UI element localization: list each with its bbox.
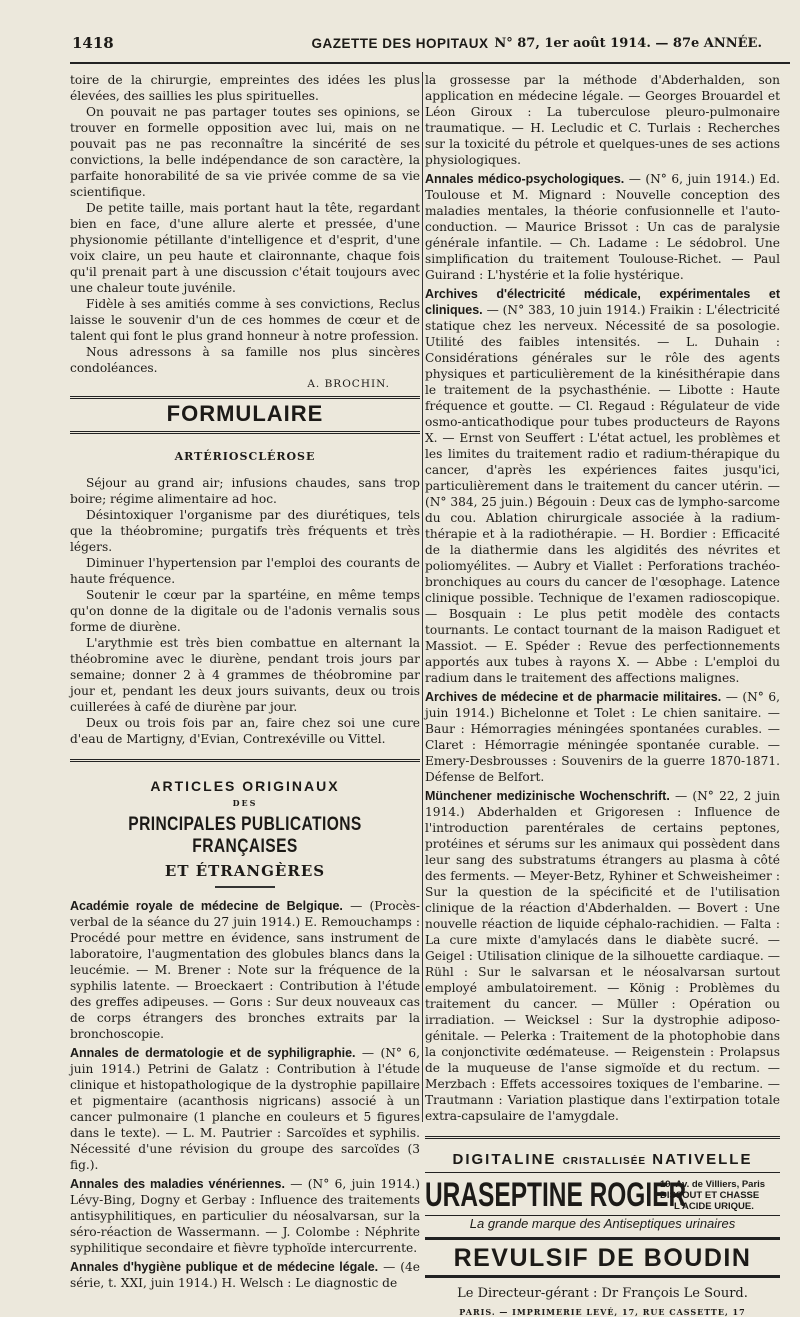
entry-text: — (N° 383, 10 juin 1914.) Fraikin : L'électricité statique chez les nerveux. Nécessité de sa posologie. Utilité des faibles intensités. — L. Duhain : Considérations générales sur le rôle des agents physiques et particulièrement de la kinésithérapie dans le traitement de la psychasthénie. — Libotte : Haute fréquence et goutte. — Cl. Regaud : Régulateur de vide osmo-anticathodique pour tubes producteurs de Rayons X. — Ernst von Seuffert : L'état actuel, les problèmes et les limites du traitement radio et radium-thérapique du cancer, d'après les expériences faites jusqu'ici, particulièrement dans le traitement du cancer utérin. — (N° 384, 25 juin.) Bégouin : Deux cas de lympho-sarcome du cou. Ablation chirurgicale associée à la radium-thérapie et à la radiothérapie. — H. Bordier : Efficacité de la diathermie dans les algidités des névrites et poliomyélites. — Aubry et Viallet : Perforations trachéo-bronchiques au cours du cancer de l'œsophage. Latence clinique possible. Technique de l'examen radioscopique. — Bosquain : Le plus petit modèle des contacts tournants. Le contact tournant de la maison Radiguet et Massiot. — E. Spéder : Revue des perfectionnements apportés aux tubes à rayons X. — Abbe : L'emploi du radium dans le traitement des affections malignes.	[425, 303, 780, 685]
journal-name: Académie royale de médecine de Belgique.	[70, 899, 343, 913]
formulaire-paragraph: Séjour au grand air; infusions chaudes, sans trop boire; régime alimentaire ad hoc.	[70, 476, 420, 506]
formulaire-paragraph: L'arythmie est très bien combattue en alternant la théobromine avec le diurène, pendant trois jours par semaine; donner 2 à 4 grammes de théobromine par jour et, pendant les deux jours suivants, deux ou trois cuillerées à café de diurène par jour.	[70, 636, 420, 714]
ad-digitaline-word: DIGITALINE	[452, 1151, 557, 1168]
ad-digitaline-brand: NATIVELLE	[652, 1151, 753, 1168]
journal-name: Archives d'électricité médicale, expérimentales et cliniques.	[425, 287, 780, 317]
obituary-paragraph: Fidèle à ses amitiés comme à ses convictions, Reclus laisse le souvenir d'un de ces hommes de cœur et de talent qui font le plus grand honneur à notre profession.	[70, 297, 420, 343]
ad-digitaline-sub: CRISTALLISÉE	[562, 1156, 647, 1167]
journal-name: Münchener medizinische Wochenschrift.	[425, 789, 670, 803]
issue-info: N° 87, 1er août 1914. — 87e ANNÉE.	[494, 36, 762, 51]
journal-title: GAZETTE DES HOPITAUX	[311, 36, 489, 51]
page-number: 1418	[72, 34, 114, 52]
review-entry	[425, 286, 780, 686]
author-signature: A. BROCHIN.	[307, 378, 390, 390]
entry-text: — (N° 6, juin 1914.) Ed. Toulouse et M. Mignard : Nouvelle conception des maladies mentales, la théorie confusionnelle et l'auto-conduction. — Maurice Brissot : Un cas de paralysie générale infantile. — Ch. Ladame : Le sédobrol. Une simplification du traitement Toulouse-Richet. — Paul Guirand : L'hystérie et la folie hystérique.	[425, 172, 780, 282]
review-entry	[70, 1176, 420, 1256]
obituary-paragraph: De petite taille, mais portant haut la tête, regardant bien en face, d'une allure alerte et pressée, d'une physionomie pétillante d'intelligence et d'esprit, d'une voix claire, un peu haute et claironnante, chaque fois qu'il prenait part à une discussion c'était toujours avec une chaleur toute juvénile.	[70, 201, 420, 295]
obituary-paragraph: On pouvait ne pas partager toutes ses opinions, se trouver en formelle opposition avec lui, mais on ne pouvait pas ne pas reconnaître la sincérité de ses convictions, la belle indépendance de son caractère, la parfaite honorabilité de sa vie privée comme de sa vie scientifique.	[70, 105, 420, 199]
printer-line: PARIS. — IMPRIMERIE LEVÉ, 17, RUE CASSETTE, 17	[459, 1307, 746, 1317]
ad-revulsif: REVULSIF DE BOUDIN	[425, 1237, 780, 1278]
column-divider	[422, 72, 423, 1122]
entry-text: — (N° 6, juin 1914.) Lévy-Bing, Dogny et Gerbay : Influence des traitements antisyphilitiques, en particulier du néosalvarsan, sur la séro-réaction de Wassermann. — J. Colombe : Néphrite syphilitique secondaire et fièvre typhoïde intercurrente.	[70, 1177, 420, 1255]
page-header	[0, 34, 800, 56]
entry-text: — (N° 6, juin 1914.) Petrini de Galatz : Contribution à l'étude clinique et histopathologique de la dystrophie papillaire et pigmentaire (acanthosis nigricans) associé à un cancer pulmonaire (1 planche en couleurs et 5 figures dans le texte). — L. M. Pautrier : Sarcoïdes et syphilis. Nécessité d'une révision du groupe des sarcoïdes (3 fig.).	[70, 1046, 421, 1172]
articles-subheading: ET ÉTRANGÈRES	[164, 862, 326, 880]
review-entry	[425, 788, 780, 1124]
journal-name: Annales des maladies vénériennes.	[70, 1177, 285, 1191]
journal-name: Annales de dermatologie et de syphiligraphie.	[70, 1046, 356, 1060]
entry-text: — (N° 6, juin 1914.) Bichelonne et Tolet : Le chien sanitaire. — Baur : Hémorragies méningées spontanées curables. — Claret : Hémorragie méningée spontanée curable. — Emery-Desbrousses : Souvenirs de la guerre 1870-1871. Défense de Belfort.	[425, 690, 781, 784]
formulaire-paragraph: Désintoxiquer l'organisme par des diurétiques, tels que la théobromine; purgatifs très fréquents et très légers.	[70, 508, 420, 554]
ad-uraseptine-tagline: La grande marque des Antiseptiques urinaires	[469, 1216, 736, 1231]
formulaire-paragraph: Soutenir le cœur par la spartéine, en même temps qu'on donne de la digitale ou de l'adonis vernalis sous forme de diurène.	[70, 588, 420, 634]
review-entry	[70, 898, 420, 1042]
ad-address-line: DISSOUT ET CHASSE	[660, 1190, 760, 1201]
entry-text: la grossesse par la méthode d'Abderhalden, son application en médecine légale. — Georges Brouardel et Léon Giroux : La tuberculose pleuro-pulmonaire traumatique. — H. Lecludic et C. Turlais : Recherches sur la toxicité du pétrole et quelques-unes de ses actions physiologiques.	[425, 73, 780, 167]
articles-title: ARTICLES ORIGINAUX	[150, 778, 340, 794]
review-entry	[425, 171, 780, 283]
review-entry	[425, 689, 780, 785]
articles-des: DES	[232, 798, 258, 808]
formulaire-paragraph: Diminuer l'hypertension par l'emploi des courants de haute fréquence.	[70, 556, 420, 586]
articles-heading: PRINCIPALES PUBLICATIONS FRANÇAISES	[128, 814, 362, 857]
entry-text: — (4e série, t. XXI, juin 1914.) H. Welsch : Le diagnostic de	[70, 1260, 420, 1290]
journal-name: Annales d'hygiène publique et de médecine légale.	[70, 1260, 379, 1274]
ad-uraseptine	[425, 1172, 780, 1216]
left-column	[70, 72, 421, 1290]
ad-uraseptine-name: URASEPTINE ROGIER	[425, 1176, 687, 1214]
section-divider	[70, 431, 420, 434]
short-rule	[215, 886, 275, 888]
review-entry	[425, 72, 780, 168]
entry-text: — (Procès-verbal de la séance du 27 juin 1914.) E. Remouchamps : Procédé pour mettre en évidence, sans instrument de laboratoire, l'augmentation des globules blancs dans la leucémie. — M. Brener : Note sur la fréquence de la syphilis latente. — Broeckaert : Contribution à l'étude des greffes adipeuses. — Gorıs : Sur deux nouveaux cas de corps étrangers des bronches extraits par la bronchoscopie.	[70, 899, 420, 1041]
review-entry	[70, 1259, 420, 1291]
ad-digitaline	[425, 1151, 780, 1168]
ad-address-line: 19, Av. de Villiers, Paris	[660, 1179, 766, 1190]
obituary-paragraph: toire de la chirurgie, empreintes des idées les plus élevées, des saillies les plus spirituelles.	[70, 73, 420, 103]
formulaire-subtitle: ARTÉRIOSCLÉROSE	[174, 450, 316, 463]
formulaire-title: FORMULAIRE	[166, 401, 324, 426]
formulaire-paragraph: Deux ou trois fois par an, faire chez soi une cure d'eau de Martigny, d'Evian, Contrexéville ou Vittel.	[70, 716, 420, 746]
review-entry	[70, 1045, 420, 1173]
section-divider	[70, 396, 420, 399]
obituary-paragraph: Nous adressons à sa famille nos plus sincères condoléances.	[70, 345, 420, 375]
entry-text: — (N° 22, 2 juin 1914.) Abderhalden et Grigoresen : Influence de l'introduction parentérales de certains peptones, protéines et sérums sur les animaux qui possèdent dans leur sang des substratums étrangers au plasma à côté des ferments. — Meyer-Betz, Ryhiner et Schweisheimer : Sur la question de la spécificité et de l'utilisation clinique de la réaction d'Abderhalden. — Bovert : Une nouvelle réaction de liquide céphalo-rachidien. — Falta : La cure mixte d'amylacés dans le diabète sucré. — Geigel : Utilisation clinique de la silhouette cardiaque. — Rühl : Sur le salvarsan et le néosalvarsan surtout employé ambulatoirement. — König : Problèmes du traitement du cancer. — Müller : Opération ou irradiation. — Weicksel : Sur la dystrophie adiposo-génitale. — Pelerka : Traitement de la photophobie dans la conjonctivite œdémateuse. — Reigenstein : Prolapsus de la muqueuse de l'anse sigmoïde et du rectum. — Merzbach : Effets accessoires toxiques de l'embarine. — Trautmann : Variation plastique dans l'extirpation totale extra-capsulaire de l'amygdale.	[425, 789, 780, 1123]
gerant-line: Le Directeur-gérant : Dr François Le Sourd.	[457, 1286, 748, 1301]
header-rule	[70, 62, 790, 64]
right-column	[425, 72, 781, 1317]
ad-address-line: L'ACIDE URIQUE.	[674, 1201, 754, 1212]
journal-name: Archives de médecine et de pharmacie militaires.	[425, 690, 722, 704]
journal-name: Annales médico-psychologiques.	[425, 172, 625, 186]
